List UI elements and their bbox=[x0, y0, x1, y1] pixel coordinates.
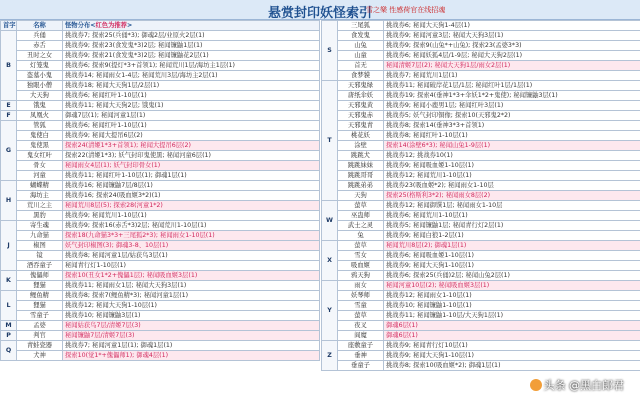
monster-name: 三尾狐 bbox=[338, 21, 384, 31]
monster-distribution: 秘闻镰鼬7层/清姬7层(3) bbox=[63, 331, 320, 341]
monster-distribution: 御魂6层(1) bbox=[384, 321, 640, 331]
monster-distribution: 探索10(丑女1*2+傀儡1层); 秘闻吸血姬3层(1) bbox=[63, 271, 320, 281]
monster-row bbox=[1, 91, 320, 101]
monster-name: 座敷童子 bbox=[338, 341, 384, 351]
monster-row bbox=[322, 321, 640, 331]
monster-row bbox=[1, 251, 320, 261]
monster-name: 河童 bbox=[17, 171, 63, 181]
monster-distribution: 挑战券8; 探索7(鲤鱼精*3); 秘闻河童1层(1) bbox=[63, 291, 320, 301]
table-header-row bbox=[1, 21, 320, 31]
monster-row bbox=[322, 331, 640, 341]
monster-distribution: 秘闻河童10层(2); 秘闻吸血姬3层(1) bbox=[384, 281, 640, 291]
monster-name: 狸猫 bbox=[17, 301, 63, 311]
monster-name: 鬼女红叶 bbox=[17, 151, 63, 161]
monster-distribution: 探索14(涂壁6*3); 秘闻山兔1-9层(1) bbox=[384, 141, 640, 151]
monster-distribution: 挑战券7; 探索25(兵俑*3); 御魂2层/业原火2层(1) bbox=[63, 31, 320, 41]
monster-distribution: 挑战券11; 秘闻大天狗2层; 饿鬼(1) bbox=[63, 101, 320, 111]
monster-name: 垂神 bbox=[338, 351, 384, 361]
monster-distribution: 挑战券9; 秘闻小鹿男1层; 秘闻红叶3层(1) bbox=[384, 101, 640, 111]
monster-distribution: 挑战券11; 秘闻破岸花1层/1层; 秘闻红叶1层/1层(1) bbox=[384, 81, 640, 91]
monster-row bbox=[1, 331, 320, 341]
monster-name: 垂童子 bbox=[338, 361, 384, 371]
page-subtitle: 雪之樂 性感荷官在线招魂 bbox=[366, 6, 446, 14]
monster-row bbox=[322, 351, 640, 361]
monster-name: 武士之灵 bbox=[338, 221, 384, 231]
letter-cell: P bbox=[1, 331, 17, 341]
monster-name: 天邪鬼青 bbox=[338, 121, 384, 131]
letter-cell: H bbox=[1, 181, 17, 221]
monster-name: 赤舌 bbox=[17, 41, 63, 51]
monster-distribution: 挑战券11; 秘闻雨女1层; 秘闻大天狗3层(1) bbox=[63, 281, 320, 291]
monster-distribution: 挑战券12; 秘闻雨女1-10层(1) bbox=[384, 291, 640, 301]
header-dist-highlight: 红色为推荐 bbox=[95, 21, 127, 29]
monster-distribution: 探索25(格斯利3*2); 秘闻雨女8层(2) bbox=[384, 191, 640, 201]
monster-name: 大天狗 bbox=[17, 91, 63, 101]
monster-row bbox=[322, 191, 640, 201]
monster-distribution: 挑战券7; 秘闻荒川1层(1) bbox=[384, 71, 640, 81]
letter-cell: Z bbox=[322, 341, 338, 371]
monster-distribution: 挑战券10; 秘闻镰鼬3层(1) bbox=[63, 311, 320, 321]
monster-name: 雨女 bbox=[338, 281, 384, 291]
monster-distribution: 挑战券9; 秘闻吸血姬1-10层(1) bbox=[384, 161, 640, 171]
header-name: 名称 bbox=[17, 21, 63, 31]
monster-name: 涂壁 bbox=[338, 141, 384, 151]
letter-cell: B bbox=[1, 31, 17, 101]
monster-row bbox=[322, 161, 640, 171]
monster-row bbox=[322, 121, 640, 131]
monster-distribution: 挑战券8; 探索14(垂神3*3+首领1) bbox=[384, 121, 640, 131]
monster-distribution: 御魂6层(1) bbox=[384, 331, 640, 341]
letter-cell: S bbox=[322, 21, 338, 81]
monster-row bbox=[322, 211, 640, 221]
monster-name: 狸猫 bbox=[17, 281, 63, 291]
letter-cell: E bbox=[1, 101, 17, 111]
letter-cell: W bbox=[322, 201, 338, 241]
monster-name: 犬神 bbox=[17, 351, 63, 361]
monster-distribution: 挑战券14; 秘闻雨女1-4层; 秘闻荒川3层/海坊主2层(1) bbox=[63, 71, 320, 81]
monster-distribution: 挑战券9; 秘闻荒川1-10层(1) bbox=[63, 211, 320, 221]
monster-name: 吸血姬 bbox=[338, 261, 384, 271]
monster-name: 丑时之女 bbox=[17, 51, 63, 61]
monster-name: 管狐 bbox=[17, 121, 63, 131]
monster-name: 兔 bbox=[338, 231, 384, 241]
monster-distribution: 探索24(清姬1*3+首领1); 秘闻大提吊6层(2) bbox=[63, 141, 320, 151]
monster-row bbox=[1, 261, 320, 271]
monster-row bbox=[322, 221, 640, 231]
monster-row bbox=[1, 291, 320, 301]
monster-distribution: 探索22(清姬1*3); 妖气封印鬼使黑; 秘闻河童6层(1) bbox=[63, 151, 320, 161]
monster-name: 阎魔 bbox=[338, 331, 384, 341]
monster-row bbox=[322, 281, 640, 291]
monster-row bbox=[1, 81, 320, 91]
monster-name: 巫蛊师 bbox=[338, 211, 384, 221]
monster-distribution: 挑战券9; 探索21(食发鬼*3)2层; 秘闻镰鼬花2层(1) bbox=[63, 51, 320, 61]
left-monster-table bbox=[0, 20, 320, 361]
monster-name: 九命猫 bbox=[17, 231, 63, 241]
monster-distribution: 挑战券23(吸血姬*2); 秘闻雨女1-10层 bbox=[384, 181, 640, 191]
monster-row bbox=[322, 241, 640, 251]
monster-name: 骨女 bbox=[17, 161, 63, 171]
monster-distribution: 挑战券9; 秘闻河童3层; 秘闻大天狗3层(1) bbox=[384, 31, 640, 41]
monster-row bbox=[1, 111, 320, 121]
monster-name: 萤草 bbox=[338, 311, 384, 321]
watermark bbox=[530, 377, 625, 393]
monster-name: 镜 bbox=[17, 251, 63, 261]
monster-name: 盗墓小鬼 bbox=[17, 71, 63, 81]
monster-row bbox=[1, 171, 320, 181]
monster-name: 跳跳妹妹 bbox=[338, 161, 384, 171]
monster-name: 山童 bbox=[338, 51, 384, 61]
monster-row bbox=[1, 281, 320, 291]
monster-name: 青蛙瓷器 bbox=[17, 341, 63, 351]
monster-name: 傀儡师 bbox=[17, 271, 63, 281]
header-distribution bbox=[63, 21, 320, 31]
monster-distribution: 挑战券9; 探索16(赤舌*3)2层; 秘闻荒川1-10层(1) bbox=[63, 221, 320, 231]
monster-row bbox=[1, 181, 320, 191]
monster-distribution: 挑战券11; 秘闻红叶1-10层(1); 御魂1层(1) bbox=[63, 171, 320, 181]
monster-name: 萤草 bbox=[338, 241, 384, 251]
monster-row bbox=[322, 201, 640, 211]
toutiao-logo-icon bbox=[530, 379, 542, 391]
monster-row bbox=[322, 151, 640, 161]
monster-row bbox=[1, 201, 320, 211]
monster-name: 蝴蝶精 bbox=[17, 181, 63, 191]
monster-row bbox=[322, 41, 640, 51]
monster-name: 灯笼鬼 bbox=[17, 61, 63, 71]
monster-name: 食发鬼 bbox=[338, 31, 384, 41]
monster-distribution: 挑战券6; 秘闻荒川1-10层(1) bbox=[384, 211, 640, 221]
monster-distribution: 秘闻青行灯1-10层(1) bbox=[63, 261, 320, 271]
monster-row bbox=[1, 151, 320, 161]
monster-name: 天狗 bbox=[338, 191, 384, 201]
monster-row bbox=[322, 231, 640, 241]
monster-distribution: 挑战券7; 秘闻河童1层(1); 御魂1层(1) bbox=[63, 341, 320, 351]
monster-distribution: 挑战券8; 探索10(吸血姬*2); 御魂1层(1) bbox=[384, 361, 640, 371]
monster-name: 天邪鬼绿 bbox=[338, 81, 384, 91]
monster-distribution: 秘闻荒川8层(5); 探索28(河童1*2) bbox=[63, 201, 320, 211]
monster-row bbox=[322, 291, 640, 301]
letter-cell: M bbox=[1, 321, 17, 331]
monster-name: 跳跳弟弟 bbox=[338, 181, 384, 191]
monster-name: 跳跳哥哥 bbox=[338, 171, 384, 181]
monster-row bbox=[1, 351, 320, 361]
letter-cell: X bbox=[322, 241, 338, 281]
monster-row bbox=[1, 41, 320, 51]
monster-row bbox=[322, 141, 640, 151]
monster-row bbox=[322, 181, 640, 191]
monster-name: 萤草 bbox=[338, 201, 384, 211]
monster-name: 荒川之主 bbox=[17, 201, 63, 211]
monster-distribution: 挑战券9; 秘闻大天狗1-10层(1) bbox=[384, 351, 640, 361]
monster-name: 黑豹 bbox=[17, 211, 63, 221]
monster-distribution: 挑战券9; 秘闻大天狗1-10层(1) bbox=[384, 261, 640, 271]
header-dist-suffix: > bbox=[126, 21, 133, 29]
monster-row bbox=[1, 141, 320, 151]
monster-distribution: 挑战券6; 秘闻红叶1-10层(1) bbox=[63, 91, 320, 101]
monster-distribution: 挑战券6; 秘闻红叶1-10层(1) bbox=[63, 121, 320, 131]
letter-cell: L bbox=[1, 291, 17, 321]
monster-distribution: 挑战券9; 探索23(食发鬼*3)2层; 秘闻镰鼬1层(1) bbox=[63, 41, 320, 51]
letter-cell: T bbox=[322, 81, 338, 201]
monster-row bbox=[1, 31, 320, 41]
monster-row bbox=[322, 251, 640, 261]
monster-row bbox=[322, 21, 640, 31]
right-monster-table bbox=[321, 20, 640, 371]
monster-row bbox=[1, 161, 320, 171]
monster-distribution: 挑战券6; 探索9(提灯*3+首领1); 秘闻荒川1层/海坊主1层(1) bbox=[63, 61, 320, 71]
letter-cell: Q bbox=[1, 341, 17, 361]
monster-row bbox=[1, 231, 320, 241]
monster-row bbox=[1, 301, 320, 311]
monster-distribution: 挑战券12; 秘闻御馔1层; 秘闻雨女1-10层 bbox=[384, 201, 640, 211]
monster-distribution: 挑战券18; 秘闻大天狗1层/2层(1) bbox=[63, 81, 320, 91]
monster-row bbox=[322, 31, 640, 41]
monster-name: 首无 bbox=[338, 61, 384, 71]
monster-name: 食梦貘 bbox=[338, 71, 384, 81]
monster-distribution: 挑战券12; 挑战券10(1) bbox=[384, 151, 640, 161]
monster-distribution: 秘闻清姬7层(2); 秘闻大天狗1层/雨女2层(1) bbox=[384, 61, 640, 71]
monster-row bbox=[322, 101, 640, 111]
monster-name: 寄生魂 bbox=[17, 221, 63, 231]
monster-name: 雪女 bbox=[338, 251, 384, 261]
monster-distribution: 挑战券12; 秘闻大天狗1-10层(1) bbox=[63, 301, 320, 311]
monster-distribution: 探索10(觉1*+傀儡师1); 御魂4层(1) bbox=[63, 351, 320, 361]
monster-name: 妖琴师 bbox=[338, 291, 384, 301]
monster-row bbox=[322, 271, 640, 281]
monster-row bbox=[1, 241, 320, 251]
monster-name: 天邪鬼赤 bbox=[338, 111, 384, 121]
monster-row bbox=[1, 121, 320, 131]
monster-name: 鲤鱼精 bbox=[17, 291, 63, 301]
monster-name: 鬼使黑 bbox=[17, 141, 63, 151]
monster-distribution: 探索18(九命猫3*3+三尾狐2*3); 秘闻雨女1-10层(1) bbox=[63, 231, 320, 241]
watermark-text: 头条 @黑白郎君 bbox=[543, 379, 624, 392]
header-letter: 首字 bbox=[1, 21, 17, 31]
monster-row bbox=[322, 311, 640, 321]
monster-distribution: 挑战券5; 妖气封印铜像; 探索10(天邪鬼2*2) bbox=[384, 111, 640, 121]
monster-distribution: 挑战券19; 探索4(垂神1*3+伞妖1*2+鬼使); 秘闻镰鼬3层(1) bbox=[384, 91, 640, 101]
letter-cell: Y bbox=[322, 281, 338, 341]
monster-distribution: 秘闻荒川8层(2); 御魂1层(1) bbox=[384, 241, 640, 251]
monster-row bbox=[322, 71, 640, 81]
monster-distribution: 挑战券6; 秘闻吸血姬1-10层(1) bbox=[384, 251, 640, 261]
letter-cell: G bbox=[1, 121, 17, 181]
monster-distribution: 挑战券6; 探索25(兵俑)2层; 秘闻山兔2层(1) bbox=[384, 271, 640, 281]
monster-distribution: 挑战券11; 秘闻镰鼬1-10层/大天狗1层(1) bbox=[384, 311, 640, 321]
monster-name: 兵俑 bbox=[17, 31, 63, 41]
letter-cell: K bbox=[1, 271, 17, 291]
monster-row bbox=[322, 361, 640, 371]
monster-name: 鬼使白 bbox=[17, 131, 63, 141]
monster-row bbox=[1, 221, 320, 231]
monster-distribution: 挑战券10; 秘闻镰鼬1-10层(1) bbox=[384, 301, 640, 311]
monster-row bbox=[322, 81, 640, 91]
monster-row bbox=[1, 51, 320, 61]
monster-row bbox=[322, 111, 640, 121]
monster-row bbox=[1, 131, 320, 141]
letter-cell: J bbox=[1, 221, 17, 271]
monster-name: 鸦天狗 bbox=[338, 271, 384, 281]
page-title: 悬赏封印妖怪索引 bbox=[267, 6, 372, 21]
monster-name: 唐纸伞妖 bbox=[338, 91, 384, 101]
monster-distribution: 挑战券16; 探索24(吸血姬3*2)(1) bbox=[63, 191, 320, 201]
monster-distribution: 挑战券6; 秘闻妖狐4层/1-9层; 秘闻大天狗2层(1) bbox=[384, 51, 640, 61]
monster-distribution: 御魂7层(1); 秘闻河童1层(1) bbox=[63, 111, 320, 121]
monster-name: 海坊主 bbox=[17, 191, 63, 201]
monster-row bbox=[322, 91, 640, 101]
monster-distribution: 挑战券9; 秘闻大提吊6层(2) bbox=[63, 131, 320, 141]
monster-row bbox=[1, 271, 320, 281]
monster-name: 天邪鬼黄 bbox=[338, 101, 384, 111]
monster-distribution: 挑战券16; 秘闻镰鼬7层/8层(1) bbox=[63, 181, 320, 191]
monster-name: 雪童 bbox=[338, 301, 384, 311]
monster-row bbox=[1, 61, 320, 71]
monster-name: 酒吞童子 bbox=[17, 261, 63, 271]
monster-name: 饿鬼 bbox=[17, 101, 63, 111]
monster-name: 山兔 bbox=[338, 41, 384, 51]
monster-distribution: 妖气封印椒图(3); 御魂3-8、10层(1) bbox=[63, 241, 320, 251]
monster-distribution: 挑战券12; 秘闻荒川1-10层(1) bbox=[384, 171, 640, 181]
monster-row bbox=[322, 171, 640, 181]
monster-row bbox=[1, 311, 320, 321]
monster-row bbox=[322, 261, 640, 271]
letter-cell: F bbox=[1, 111, 17, 121]
monster-distribution: 秘闻姑获鸟7层/清姬7层(3) bbox=[63, 321, 320, 331]
monster-distribution: 秘闻雨女4层(1); 妖气封印骨女(1) bbox=[63, 161, 320, 171]
monster-row bbox=[1, 71, 320, 81]
monster-name: 独眼小僧 bbox=[17, 81, 63, 91]
monster-distribution: 挑战券9; 探索9(山兔*+山兔); 探索23(孟婆3*3) bbox=[384, 41, 640, 51]
monster-row bbox=[1, 191, 320, 201]
monster-name: 雪童子 bbox=[17, 311, 63, 321]
title-bar bbox=[0, 0, 640, 20]
monster-distribution: 挑战券8; 秘闻红叶1-10层(1) bbox=[384, 131, 640, 141]
monster-name: 凤凰火 bbox=[17, 111, 63, 121]
monster-name: 判官 bbox=[17, 331, 63, 341]
monster-distribution: 挑战券9; 秘闻青行灯10层(1) bbox=[384, 341, 640, 351]
header-dist-prefix: 怪物分布< bbox=[65, 21, 96, 29]
monster-row bbox=[322, 51, 640, 61]
monster-distribution: 挑战券6; 秘闻大天狗1-4层(1) bbox=[384, 21, 640, 31]
monster-distribution: 挑战券9; 秘闻白狼1-2层(1) bbox=[384, 231, 640, 241]
monster-row bbox=[1, 101, 320, 111]
monster-distribution: 挑战券5; 秘闻镰鼬1层; 秘闻青行灯2层(1) bbox=[384, 221, 640, 231]
monster-row bbox=[322, 341, 640, 351]
monster-row bbox=[1, 341, 320, 351]
monster-name: 桃花妖 bbox=[338, 131, 384, 141]
monster-name: 椒图 bbox=[17, 241, 63, 251]
monster-row bbox=[1, 321, 320, 331]
monster-row bbox=[322, 131, 640, 141]
monster-row bbox=[322, 61, 640, 71]
monster-name: 孟婆 bbox=[17, 321, 63, 331]
monster-row bbox=[322, 301, 640, 311]
monster-name: 夜叉 bbox=[338, 321, 384, 331]
monster-distribution: 挑战券8; 秘闻河童1层/姑获鸟3层(1) bbox=[63, 251, 320, 261]
monster-name: 跳跳犬 bbox=[338, 151, 384, 161]
monster-row bbox=[1, 211, 320, 221]
